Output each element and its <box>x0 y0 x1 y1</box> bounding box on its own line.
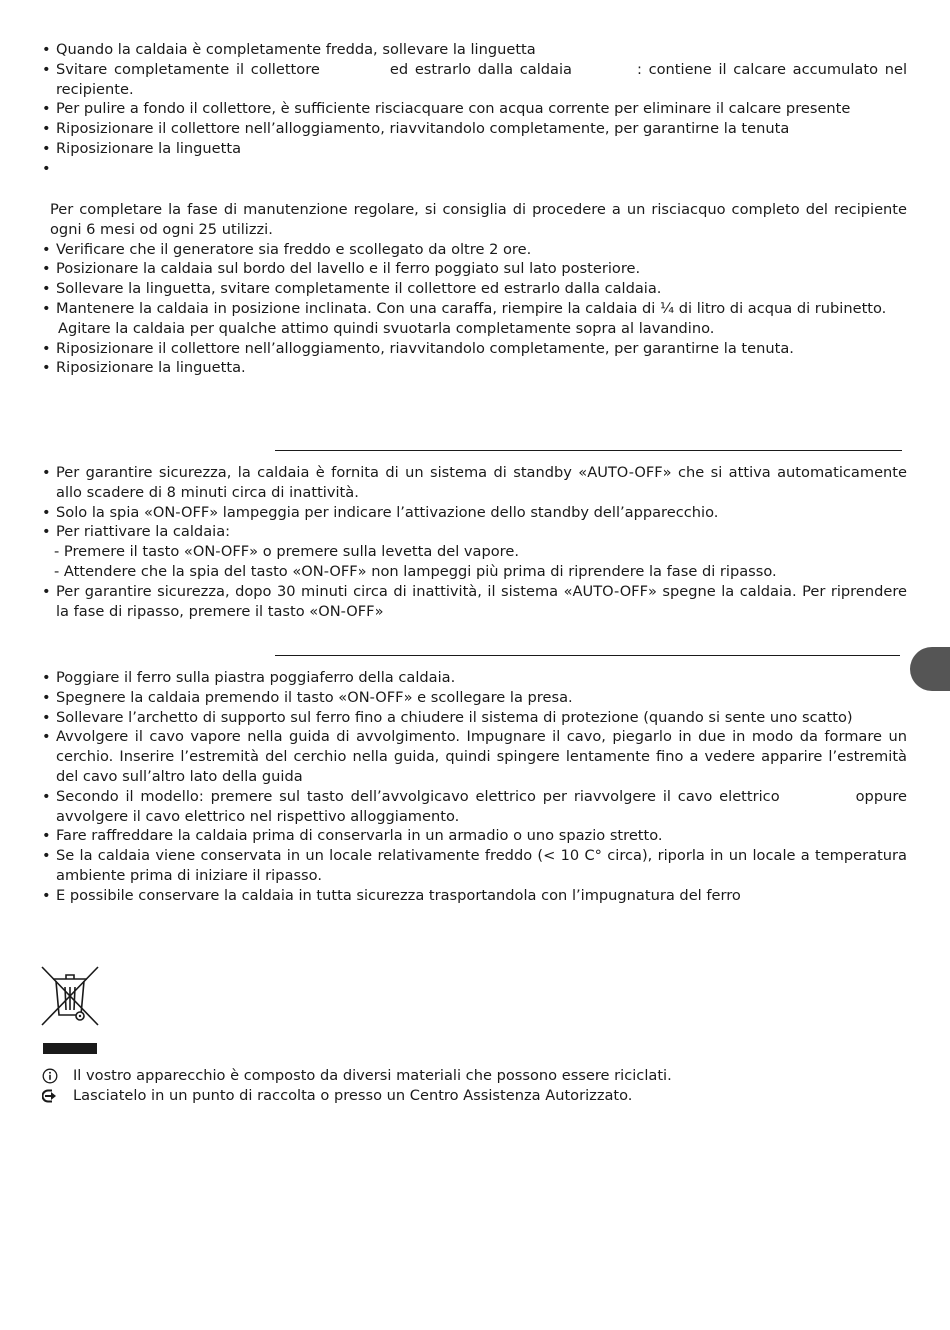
unscrew-text-b: ed estrarlo dalla caldaia <box>389 60 572 78</box>
section-rule <box>275 655 900 656</box>
list-item: • Verificare che il generatore sia freddo e scollegato da oltre 2 ore. <box>42 240 907 260</box>
environment-section <box>42 1066 907 1106</box>
autooff-section <box>42 463 907 621</box>
section-rule <box>275 450 902 451</box>
page-tab-marker <box>910 647 950 691</box>
list-item: • Riposizionare la linguetta. <box>42 358 907 378</box>
rinse-shake-text: Agitare la caldaia per qualche attimo quindi svuotarla completamente sopra al lavandino. <box>58 319 715 337</box>
environment-info-row <box>42 1066 907 1086</box>
environment-info-text: Il vostro apparecchio è composto da diversi materiali che possono essere riciclati. <box>73 1067 672 1084</box>
list-item <box>42 787 907 827</box>
sub-item: - Premere il tasto «ON-OFF» o premere sulla levetta del vapore. <box>54 543 519 561</box>
list-item: • Solo la spia «ON-OFF» lampeggia per indicare l’attivazione dello standby dell’apparecchio. <box>42 503 907 523</box>
environment-action-text: Lasciatelo in un punto di raccolta o presso un Centro Assistenza Autorizzato. <box>73 1086 633 1104</box>
list-item: • Per garantire sicurezza, la caldaia è fornita di un sistema di standby «AUTO-OFF» che si attiva automaticamente allo scadere di 8 minuti circa di inattività. <box>42 463 907 503</box>
environment-action-row <box>42 1086 907 1106</box>
list-item: • Per garantire sicurezza, dopo 30 minuti circa di inattività, il sistema «AUTO-OFF» spegne la caldaia. Per riprendere la fase di ripasso, premere il tasto «ON-OFF» <box>42 582 907 622</box>
list-item-empty <box>42 159 907 179</box>
model-text-b: oppure avvolgere il cavo elettrico nel rispettivo alloggiamento. <box>56 787 907 825</box>
storage-section <box>42 668 907 906</box>
maintenance-section <box>42 40 907 179</box>
list-item: • Per riattivare la caldaia: <box>42 522 907 542</box>
sub-item: - Attendere che la spia del tasto «ON-OFF» non lampeggi più prima di riprendere la fase di ripasso. <box>54 562 777 580</box>
list-item: • Riposizionare il collettore nell’alloggiamento, riavvitandolo completamente, per garantirne la tenuta <box>42 119 907 139</box>
list-item: • E possibile conservare la caldaia in tutta sicurezza trasportandola con l’impugnatura del ferro <box>42 886 907 906</box>
list-item: • Mantenere la caldaia in posizione inclinata. Con una caraffa, riempire la caldaia di ¼ di litro di acqua di rubinetto. <box>42 299 907 319</box>
list-item: • Sollevare l’archetto di supporto sul ferro fino a chiudere il sistema di protezione (quando si sente uno scatto) <box>42 708 907 728</box>
list-item: • Spegnere la caldaia premendo il tasto «ON-OFF» e scollegare la presa. <box>42 688 907 708</box>
rinse-intro: Per completare la fase di manutenzione regolare, si consiglia di procedere a un risciacquo completo del recipiente ogni 6 mesi od ogni 25 utilizzi. <box>50 201 907 238</box>
unscrew-text-c: : contiene il calcare accumulato nel recipiente. <box>56 60 908 98</box>
list-item: • Per pulire a fondo il collettore, è sufficiente risciacquare con acqua corrente per eliminare il calcare presente <box>42 99 907 119</box>
list-item: • Fare raffreddare la caldaia prima di conservarla in un armadio o uno spazio stretto. <box>42 826 907 846</box>
list-item: • Sollevare la linguetta, svitare completamente il collettore ed estrarlo dalla caldaia. <box>42 279 907 299</box>
list-item: • Quando la caldaia è completamente fredda, sollevare la linguetta <box>42 40 907 60</box>
list-item: • Riposizionare la linguetta <box>42 139 907 159</box>
model-text-a: Secondo il modello: premere sul tasto dell’avvolgicavo elettrico per riavvolgere il cavo elettrico <box>56 787 780 805</box>
list-item: • Riposizionare il collettore nell’alloggiamento, riavvitandolo completamente, per garantirne la tenuta. <box>42 339 907 359</box>
weee-bar <box>43 1043 97 1054</box>
info-icon <box>42 1068 58 1084</box>
weee-bin-icon <box>40 965 100 1027</box>
list-item: • Poggiare il ferro sulla piastra poggiaferro della caldaia. <box>42 668 907 688</box>
unscrew-text-a: Svitare completamente il collettore <box>56 60 320 78</box>
list-item <box>42 60 907 100</box>
list-item: • Avvolgere il cavo vapore nella guida di avvolgimento. Impugnare il cavo, piegarlo in due in modo da formare un cerchio. Inserire l’estremità del cerchio nella guida, quindi spingere lentamente fino a vedere apparire l’estremità del cavo sull’altro lato della guida <box>42 727 907 786</box>
rinse-section <box>42 200 907 378</box>
arrow-right-icon <box>42 1088 58 1104</box>
list-item: • Posizionare la caldaia sul bordo del lavello e il ferro poggiato sul lato posteriore. <box>42 259 907 279</box>
list-item: • Se la caldaia viene conservata in un locale relativamente freddo (< 10 C° circa), riporla in un locale a temperatura ambiente prima di iniziare il ripasso. <box>42 846 907 886</box>
